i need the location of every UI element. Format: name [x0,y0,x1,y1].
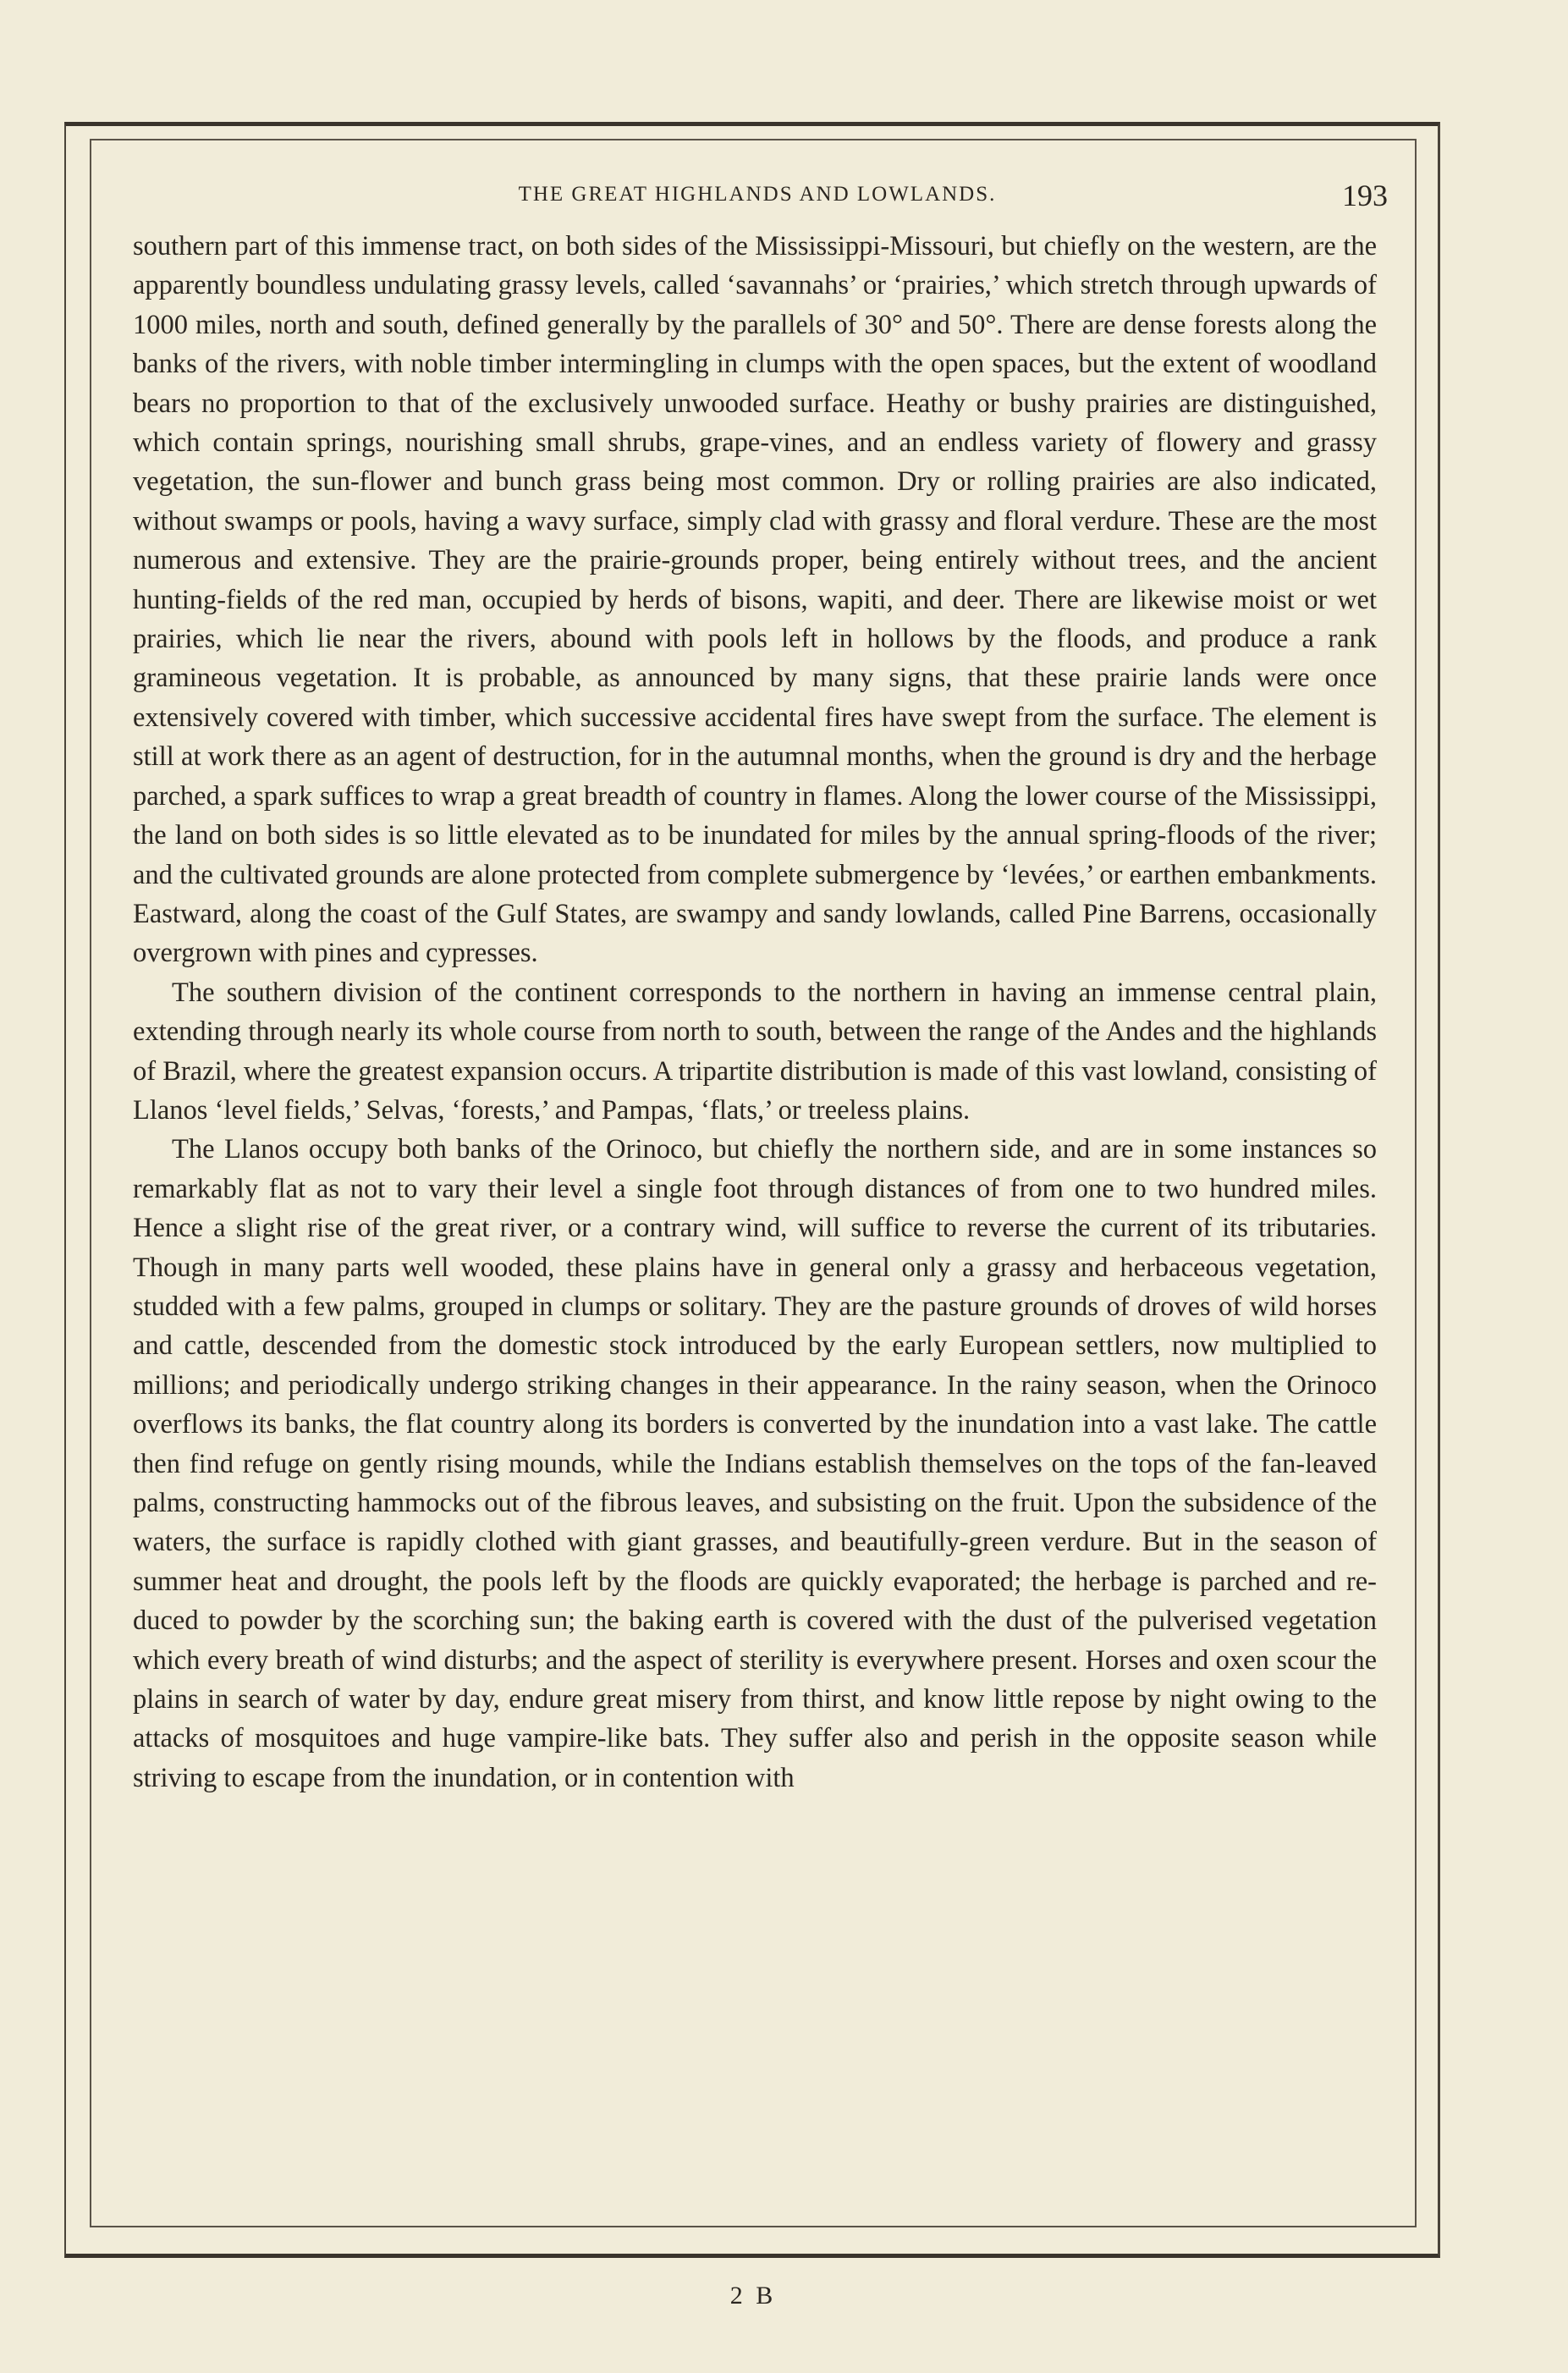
running-head: THE GREAT HIGHLANDS AND LOWLANDS. [518,183,997,206]
page-number: 193 [1342,179,1388,212]
signature-mark: 2 B [729,2282,777,2310]
paragraph: The Llanos occupy both banks of the Orinoco, but chiefly the northern side, and are in some instances so remarkably flat as not to vary their level a single foot through distances of from one to two hundred miles. Hence a slight rise of the great river, or a contrary wind, will suffice to reverse the current of its tributaries. Though in many parts well wooded, these plains have in general only a grassy and herbaceous vegetation, studded with a few palms, grouped in clumps or solitary. They are the pasture grounds of droves of wild horses and cattle, descended from the domestic stock introduced by the early European settlers, now multiplied to millions; and periodically undergo striking changes in their appearance. In the rainy season, when the Orinoco overflows its banks, the flat country along its borders is converted by the inundation into a vast lake. The cattle then find refuge on gently rising mounds, while the Indians establish themselves on the tops of the fan-leaved palms, constructing hammocks out of the fibrous leaves, and subsisting on the fruit. Upon the subsidence of the waters, the surface is rapidly clothed with giant grasses, and beautifully-green verdure. But in the season of summer heat and drought, the pools left by the floods are quickly evaporated; the herbage is parched and re-duced to powder by the scorching sun; the baking earth is covered with the dust of the pulverised vegetation which every breath of wind disturbs; and the aspect of sterility is everywhere present. Horses and oxen scour the plains in search of water by day, endure great misery from thirst, and know little repose by night owing to the attacks of mosquitoes and huge vampire-like bats. They suffer also and perish in the opposite season while striving to escape from the inundation, or in contention with [133,1134,1377,1793]
paragraph: The southern division of the continent corresponds to the northern in having an immense central plain, extending through nearly its whole course from north to south, between the range of the Andes and the highlands of Brazil, where the greatest expansion occurs. A tripartite distribution is made of this vast lowland, consisting of Llanos ‘level fields,’ Selvas, ‘forests,’ and Pampas, ‘flats,’ or treeless plains. [133,977,1377,1126]
body-text [133,227,1377,2148]
paragraph: southern part of this immense tract, on both sides of the Mississippi-Missouri, but chiefly on the western, are the apparently boundless undulating grassy levels, called ‘savannahs’ or ‘prairies,’ which stretch through upwards of 1000 miles, north and south, defined generally by the parallels of 30° and 50°. There are dense forests along the banks of the rivers, with noble timber intermingling in clumps with the open spaces, but the extent of woodland bears no proportion to that of the exclusively unwooded surface. Heathy or bushy prairies are distinguished, which contain springs, nourishing small shrubs, grape-vines, and an endless variety of flowery and grassy vegetation, the sun-flower and bunch grass being most common. Dry or rolling prairies are also indicated, without swamps or pools, having a wavy surface, simply clad with grassy and floral verdure. These are the most numerous and extensive. They are the prairie-grounds proper, being entirely without trees, and the ancient hunting-fields of the red man, occupied by herds of bisons, wapiti, and deer. There are likewise moist or wet prairies, which lie near the rivers, abound with pools left in hollows by the floods, and produce a rank gramineous vegetation. It is probable, as announced by many signs, that these prairie lands were once extensively covered with timber, which successive accidental fires have swept from the surface. The element is still at work there as an agent of destruction, for in the autumnal months, when the ground is dry and the herbage parched, a spark suffices to wrap a great breadth of country in flames. Along the lower course of the Mississippi, the land on both sides is so little elevated as to be inundated for miles by the annual spring-floods of the river; and the cultivated grounds are alone protected from complete submergence by ‘levées,’ or earthen embankments. Eastward, along the coast of the Gulf States, are swampy and sandy lowlands, called Pine Barrens, occasionally overgrown with pines and cypresses. [133,231,1377,969]
page-header [127,174,1388,217]
